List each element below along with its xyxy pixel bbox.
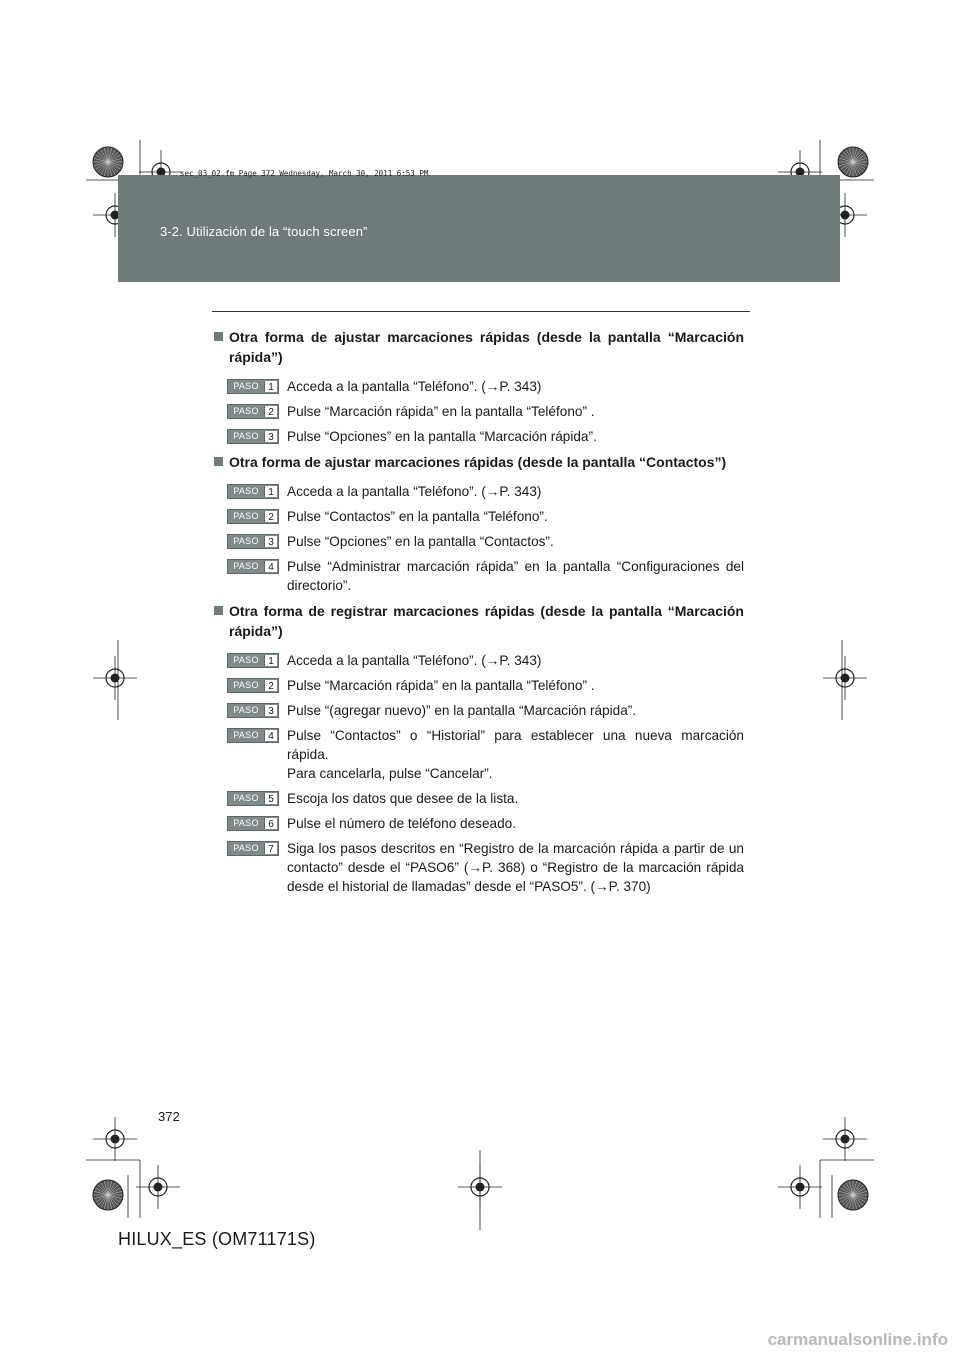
- step-text: Pulse “Opciones” en la pantalla “Marcación rápida”.: [287, 429, 597, 444]
- step-badge-number: 2: [264, 680, 277, 691]
- watermark: carmanualsonline.info: [767, 1330, 948, 1349]
- step-badge-number: 5: [264, 793, 277, 804]
- step-badge-label: PASO: [233, 406, 259, 416]
- square-bullet-icon: [214, 457, 223, 466]
- step-badge-number: 1: [264, 381, 277, 392]
- step-badge-number: 2: [264, 511, 277, 522]
- step-badge: [227, 534, 279, 549]
- step-badge-label: PASO: [233, 511, 259, 521]
- step-badge-label: PASO: [233, 843, 259, 853]
- step-item: [227, 532, 744, 551]
- step-text: [287, 726, 744, 783]
- step-item: [227, 789, 744, 808]
- step-badge-label: PASO: [233, 431, 259, 441]
- step-item: [227, 482, 744, 501]
- step-text: Pulse el número de teléfono deseado.: [287, 816, 516, 831]
- step-badge: [227, 728, 279, 743]
- step-item: [227, 676, 744, 695]
- heading-text: Otra forma de ajustar marcaciones rápidas (desde la pantalla “Contactos”): [229, 454, 727, 470]
- step-item: [227, 507, 744, 526]
- step-badge-label: PASO: [233, 561, 259, 571]
- step-text: Acceda a la pantalla “Teléfono”. (→P. 343): [287, 484, 542, 499]
- step-badge-label: PASO: [233, 486, 259, 496]
- step-badge-number: 1: [264, 655, 277, 666]
- section-speed-dial-screen: [214, 327, 744, 446]
- step-item: [227, 701, 744, 720]
- step-item: [227, 651, 744, 670]
- step-badge: [227, 484, 279, 499]
- step-badge-label: PASO: [233, 655, 259, 665]
- step-badge-number: 4: [264, 730, 277, 741]
- heading-text: Otra forma de registrar marcaciones rápidas (desde la pantalla “Marcación rápida”): [229, 603, 744, 639]
- step-badge: [227, 404, 279, 419]
- top-rule: [212, 311, 750, 312]
- step-badge-label: PASO: [233, 793, 259, 803]
- step-badge-label: PASO: [233, 680, 259, 690]
- step-text-extra: Para cancelarla, pulse “Cancelar”.: [287, 766, 493, 781]
- step-text: Siga los pasos descritos en “Registro de la marcación rápida a partir de un contacto” desde el “PASO6” (→P. 368) o “Registro de la marcación rápida desde el historial de llamadas” desde el “PASO5”. (→P. 370): [287, 841, 744, 894]
- step-badge-label: PASO: [233, 818, 259, 828]
- step-item: [227, 814, 744, 833]
- step-badge: [227, 703, 279, 718]
- step-item: [227, 427, 744, 446]
- step-text: Pulse “Opciones” en la pantalla “Contactos”.: [287, 534, 554, 549]
- step-text-main: Pulse “Contactos” o “Historial” para establecer una nueva marcación rápida.: [287, 728, 744, 762]
- step-badge-label: PASO: [233, 730, 259, 740]
- step-text: Pulse “Marcación rápida” en la pantalla “Teléfono” .: [287, 404, 595, 419]
- step-badge-number: 1: [264, 486, 277, 497]
- step-text: Acceda a la pantalla “Teléfono”. (→P. 343): [287, 653, 542, 668]
- step-text: Escoja los datos que desee de la lista.: [287, 791, 519, 806]
- step-badge-number: 3: [264, 705, 277, 716]
- step-badge: [227, 816, 279, 831]
- square-bullet-icon: [214, 332, 223, 341]
- step-item: [227, 402, 744, 421]
- step-badge: [227, 791, 279, 806]
- step-badge-number: 2: [264, 406, 277, 417]
- square-bullet-icon: [214, 606, 223, 615]
- step-item: [227, 557, 744, 595]
- section-heading: [214, 327, 744, 367]
- step-item: [227, 839, 744, 896]
- step-badge: [227, 509, 279, 524]
- section-heading: [214, 452, 744, 472]
- step-badge: [227, 379, 279, 394]
- step-text: Acceda a la pantalla “Teléfono”. (→P. 343): [287, 379, 542, 394]
- step-badge: [227, 841, 279, 856]
- step-item: [227, 726, 744, 783]
- footer-model-code: HILUX_ES (OM71171S): [118, 1229, 316, 1249]
- step-badge-number: 4: [264, 561, 277, 572]
- heading-text: Otra forma de ajustar marcaciones rápidas (desde la pantalla “Marcación rápida”): [229, 329, 744, 365]
- section-register-speed-dial: [214, 601, 744, 896]
- page-number: 372: [158, 1109, 180, 1124]
- content: [214, 327, 744, 902]
- step-badge-label: PASO: [233, 381, 259, 391]
- step-badge: [227, 653, 279, 668]
- step-badge-number: 6: [264, 818, 277, 829]
- step-text: Pulse “Marcación rápida” en la pantalla “Teléfono” .: [287, 678, 595, 693]
- section-title: 3-2. Utilización de la “touch screen”: [160, 224, 368, 239]
- step-badge: [227, 559, 279, 574]
- step-text: Pulse “Contactos” en la pantalla “Teléfono”.: [287, 509, 548, 524]
- step-badge: [227, 429, 279, 444]
- file-stamp: sec_03_02.fm Page 372 Wednesday, March 30, 2011 6:53 PM: [180, 169, 429, 178]
- step-text: Pulse “Administrar marcación rápida” en la pantalla “Configuraciones del directorio”.: [287, 559, 744, 593]
- section-contacts-screen: [214, 452, 744, 595]
- step-badge-label: PASO: [233, 705, 259, 715]
- step-text: Pulse “(agregar nuevo)” en la pantalla “Marcación rápida”.: [287, 703, 637, 718]
- step-badge-number: 3: [264, 536, 277, 547]
- step-badge-number: 7: [264, 843, 277, 854]
- step-badge: [227, 678, 279, 693]
- step-item: [227, 377, 744, 396]
- step-badge-label: PASO: [233, 536, 259, 546]
- section-heading: [214, 601, 744, 641]
- step-badge-number: 3: [264, 431, 277, 442]
